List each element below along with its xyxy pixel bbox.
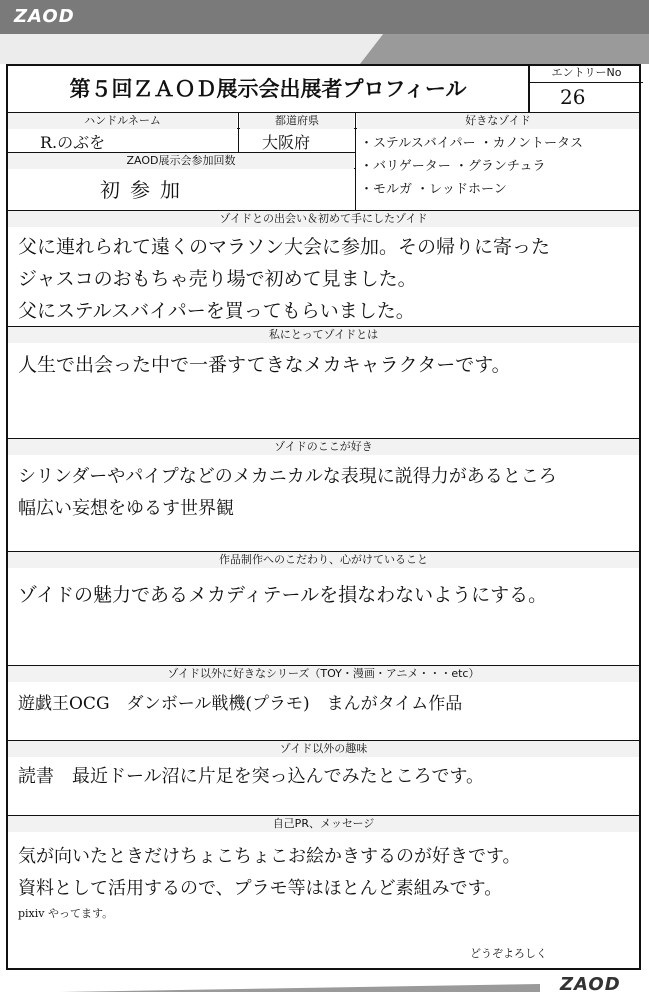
divider (238, 112, 239, 152)
pr-label: 自己PR、メッセージ (8, 816, 639, 832)
zaod-logo: ZAOD (14, 6, 75, 27)
footer-bar (0, 970, 649, 1000)
other-series-label: ゾイド以外に好きなシリーズ（TOY・漫画・アニメ・・・etc） (8, 666, 639, 682)
participation-label: ZAOD展示会参加回数 (8, 153, 354, 169)
other-series-line: 遊戯王OCG ダンボール戦機(プラモ) まんがタイム作品 (18, 694, 463, 714)
encounter-label: ゾイドとの出会い＆初めて手にしたゾイド (8, 211, 639, 227)
pr-line: 資料として活用するので、プラモ等はほとんど素組みです。 (18, 878, 503, 899)
form-title: 第５回ＺＡＯＤ展示会出展者プロフィール (69, 76, 467, 101)
meaning-label: 私にとってゾイドとは (8, 327, 639, 343)
meaning-line: 人生で出会った中で一番すてきなメカキャラクターです。 (18, 354, 511, 376)
favorite-zoid-line: ・バリゲーター ・グランチュラ (360, 159, 546, 174)
footer-stripe (60, 984, 540, 992)
pr-line: pixiv やってます。 (18, 907, 114, 920)
divider (355, 112, 356, 210)
hobby-line: 読書 最近ドール沼に片足を突っ込んでみたところです。 (18, 766, 485, 787)
craft-line: ゾイドの魅力であるメカディテールを損なわないようにする。 (18, 584, 548, 606)
encounter-line: 父にステルスバイパーを買ってもらいました。 (18, 300, 415, 322)
likes-line: 幅広い妄想をゆるす世界観 (18, 498, 234, 519)
zaod-logo: ZAOD (560, 974, 621, 995)
likes-line: シリンダーやパイプなどのメカニカルな表現に説得力があるところ (18, 466, 557, 487)
prefecture-value: 大阪府 (262, 133, 311, 152)
entry-number-value: 26 (528, 82, 643, 112)
prefecture-label: 都道府県 (240, 113, 354, 129)
header-band-accent (360, 34, 649, 64)
craft-label: 作品制作へのこだわり、心がけていること (8, 552, 639, 568)
pr-signoff: どうぞよろしく (470, 947, 547, 960)
hobby-label: ゾイド以外の趣味 (8, 741, 639, 757)
favorite-zoid-line: ・モルガ ・レッドホーン (360, 182, 507, 197)
encounter-line: ジャスコのおもちゃ売り場で初めて見ました。 (18, 268, 417, 290)
likes-label: ゾイドのここが好き (8, 439, 639, 455)
handle-value: R.のぶを (40, 133, 106, 152)
pr-line: 気が向いたときだけちょこちょこお絵かきするのが好きです。 (18, 846, 521, 867)
encounter-line: 父に連れられて遠くのマラソン大会に参加。その帰りに寄った (18, 236, 551, 258)
favorite-zoid-line: ・ステルスバイパー ・カノントータス (360, 136, 584, 151)
handle-label: ハンドルネーム (8, 113, 237, 129)
favorite-zoids-label: 好きなゾイド (357, 113, 639, 129)
participation-value: 初参加 (100, 178, 190, 202)
entry-number-label: エントリーNo (528, 64, 643, 83)
header-bar (0, 0, 649, 34)
